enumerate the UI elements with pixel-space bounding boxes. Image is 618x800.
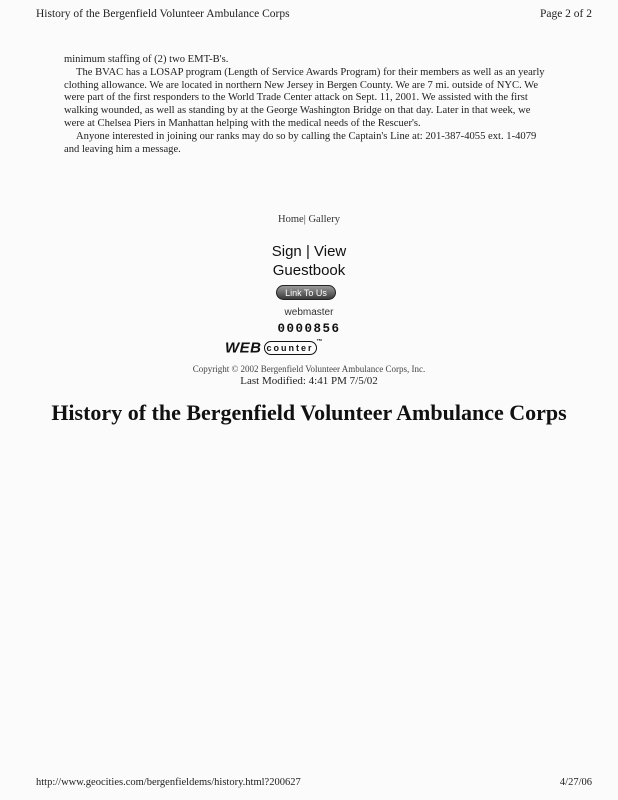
article-paragraph: minimum staffing of (2) two EMT-B's. — [64, 54, 229, 65]
gallery-link[interactable]: Gallery — [308, 214, 340, 225]
webmaster-link[interactable]: webmaster — [284, 307, 334, 318]
copyright-notice: Copyright © 2002 Bergenfield Volunteer Ambulance Corps, Inc. — [192, 364, 426, 374]
nav-separator: | — [303, 214, 306, 225]
page-url: http://www.geocities.com/bergenfieldems/history.html?200627 — [36, 777, 301, 788]
guestbook-label[interactable]: Guestbook — [272, 262, 346, 279]
link-to-us-button[interactable]: Link To Us — [276, 285, 336, 300]
last-modified: Last Modified: 4:41 PM 7/5/02 — [240, 375, 378, 387]
web-counter-logo[interactable] — [225, 339, 323, 357]
print-date: 4/27/06 — [559, 777, 592, 788]
web-counter-logo-counter: counter — [264, 341, 317, 355]
page-number: Page 2 of 2 — [539, 8, 592, 20]
article-paragraph: The BVAC has a LOSAP program (Length of Service Awards Program) for their members as well as an yearly clothing allowance. We are located in northern New Jersey in Bergen County. We are 7 mi. outside of NYC. We were part of the first responders to the World Trade Center attack on Sept. 11, 2001. We assisted with the first walking wounded, as well as standing by at the George Washington Bridge on that day. Later in that week, we were at Chelsea Piers in Manhattan helping with the medical needs of the Rescuer's. — [64, 66, 545, 129]
print-header-title: History of the Bergenfield Volunteer Ambulance Corps — [36, 8, 290, 20]
article-body — [64, 54, 552, 156]
nav-links — [0, 214, 618, 225]
hit-counter-digits: 0000856 — [277, 322, 341, 336]
guestbook-sign-view[interactable]: Sign | View — [271, 243, 347, 260]
trademark-mark: ™ — [316, 339, 323, 345]
web-counter-logo-web: WEB — [225, 339, 262, 357]
article-paragraph: Anyone interested in joining our ranks may do so by calling the Captain's Line at: 201-387-4055 ext. 1-4079 and leaving him a message. — [64, 130, 537, 155]
home-link[interactable]: Home — [278, 214, 304, 225]
page-title: History of the Bergenfield Volunteer Ambulance Corps — [51, 400, 567, 425]
print-header — [36, 8, 592, 20]
guestbook-link[interactable] — [0, 242, 618, 280]
print-footer — [36, 777, 592, 788]
